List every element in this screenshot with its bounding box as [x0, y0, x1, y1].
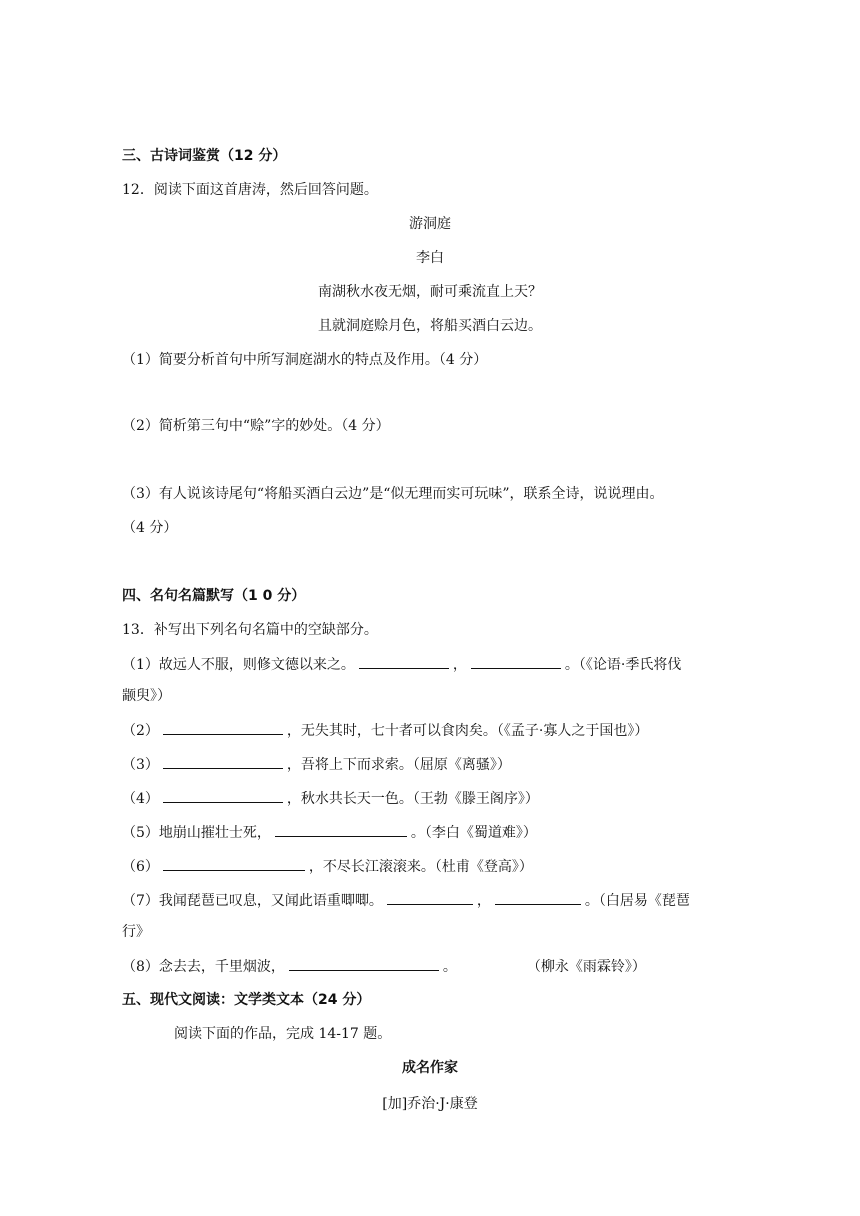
fill-item-7: （7）我闻琵琶已叹息，又闻此语重唧唧。 ， 。（白居易《琵琶	[122, 890, 690, 911]
reading-instruction: 阅读下面的作品，完成 14-17 题。	[174, 1026, 392, 1042]
section3-heading: 三、古诗词鉴赏（12 分）	[122, 148, 287, 164]
fill-item-1-cont: 颛臾》）	[122, 688, 171, 704]
story-title: 成名作家	[402, 1060, 458, 1076]
answer-blank[interactable]	[275, 822, 407, 837]
answer-blank[interactable]	[495, 890, 581, 905]
subquestion-2: （2）简析第三句中“赊”字的妙处。（4 分）	[122, 418, 390, 434]
subquestion-1: （1）简要分析首句中所写洞庭湖水的特点及作用。（4 分）	[122, 352, 488, 368]
poem-author: 李白	[416, 250, 444, 266]
fill-item-5: （5）地崩山摧壮士死， 。（李白《蜀道难》）	[122, 822, 537, 843]
section5-heading: 五、现代文阅读：文学类文本（24 分）	[122, 992, 371, 1008]
section4-heading: 四、名句名篇默写（1 0 分）	[122, 588, 306, 604]
answer-blank[interactable]	[387, 890, 473, 905]
fill-item-3: （3） ，吾将上下而求索。（屈原《离骚》）	[122, 754, 511, 775]
subquestion-3: （3）有人说该诗尾句“将船买酒白云边”是“似无理而实可玩味”，联系全诗，说说理由。	[122, 486, 664, 502]
answer-blank[interactable]	[471, 654, 561, 669]
poem-line-2: 且就洞庭赊月色，将船买酒白云边。	[318, 318, 542, 334]
answer-blank[interactable]	[163, 788, 283, 803]
answer-blank[interactable]	[163, 856, 305, 871]
fill-item-4: （4） ，秋水共长天一色。（王勃《滕王阁序》）	[122, 788, 539, 809]
answer-blank[interactable]	[289, 956, 439, 971]
answer-blank[interactable]	[359, 654, 449, 669]
poem-line-1: 南湖秋水夜无烟，耐可乘流直上天？	[318, 284, 542, 300]
poem-title: 游洞庭	[409, 216, 451, 232]
question-12: 12．阅读下面这首唐涛，然后回答问题。	[122, 182, 378, 198]
question-13: 13．补写出下列名句名篇中的空缺部分。	[122, 622, 378, 638]
fill-item-6: （6） ，不尽长江滚滚来。（杜甫《登高》）	[122, 856, 533, 877]
fill-item-1: （1）故远人不服，则修文德以来之。 ， 。（《论语·季氏将伐	[122, 654, 681, 675]
fill-item-8: （8）念去去，千里烟波， 。 （柳永《雨霖铃》）	[122, 956, 646, 977]
answer-blank[interactable]	[163, 720, 283, 735]
subquestion-3-score: （4 分）	[122, 520, 178, 536]
fill-item-7-cont: 行》	[122, 924, 150, 940]
fill-item-2: （2） ，无失其时，七十者可以食肉矣。（《孟子·寡人之于国也》）	[122, 720, 648, 741]
answer-blank[interactable]	[163, 754, 283, 769]
story-author: [加]乔治·J·康登	[382, 1096, 478, 1112]
